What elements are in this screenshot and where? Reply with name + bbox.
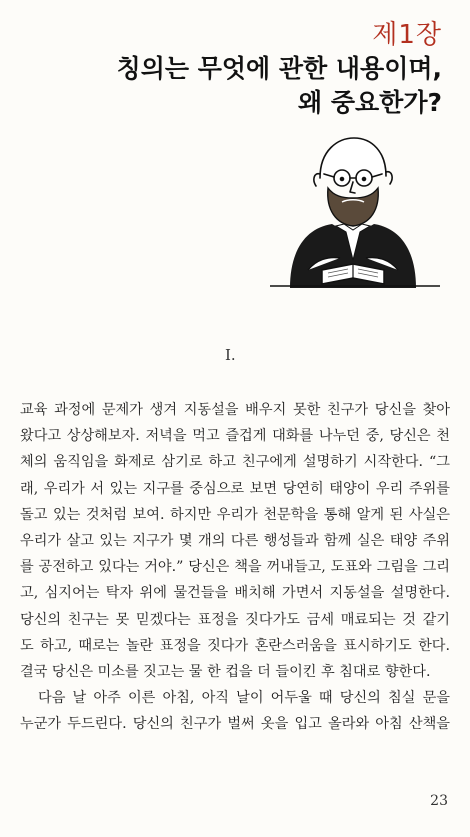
text-line: 체의 움직임을 화제로 삼기로 하고 친구에게 설명하기 시작한다. “그: [20, 454, 450, 471]
text-line: 돌고 있는 것처럼 보여. 하지만 우리가 천문학을 통해 알게 된 사실은: [20, 506, 450, 523]
paragraph: [20, 397, 450, 685]
text-line: 교육 과정에 문제가 생겨 지동설을 배우지 못한 친구가 당신을 찾아: [20, 402, 450, 418]
text-line: 당신의 친구는 못 믿겠다는 표정을 짓다가도 금세 매료되는 것 같기: [20, 611, 450, 628]
chapter-title: [22, 52, 442, 120]
text-line: 고, 심지어는 탁자 위에 물건들을 배치해 가면서 지동설을 설명한다.: [20, 585, 450, 602]
text-line: 누군가 두드린다. 당신의 친구가 벌써 옷을 입고 올라와 아침 산책을: [20, 716, 450, 733]
paragraph: [20, 685, 450, 737]
chapter-title-line: 칭의는 무엇에 관한 내용이며,: [116, 54, 442, 83]
text-line: 다음 날 아주 이른 아침, 아직 날이 어두울 때 당신의 침실 문을: [38, 690, 450, 707]
chapter-title-line: 왜 중요한가?: [298, 88, 442, 117]
chapter-label: 제1장: [372, 20, 442, 50]
page-number: 23: [430, 793, 448, 809]
section-marker: I.: [225, 346, 236, 364]
text-line: 왔다고 상상해보자. 저녁을 먹고 즐겁게 대화를 나누던 중, 당신은 천: [20, 428, 450, 445]
text-line: 우리가 살고 있는 지구가 몇 개의 다른 행성들과 함께 실은 태양 주위: [20, 533, 450, 550]
scholar-reading-illustration: [250, 120, 450, 290]
text-line: 를 공전하고 있다는 거야.” 당신은 책을 꺼내들고, 도표와 그림을 그리: [20, 559, 450, 576]
text-line: 결국 당신은 미소를 짓고는 물 한 컵을 더 들이킨 후 침대로 향한다.: [20, 664, 431, 681]
text-line: 래, 우리가 서 있는 지구를 중심으로 보면 당연히 태양이 우리 주위를: [20, 480, 450, 497]
text-line: 도 하고, 때로는 놀란 표정을 짓다가 혼란스러움을 표시하기도 한다.: [20, 637, 450, 654]
body-text: [20, 397, 450, 738]
